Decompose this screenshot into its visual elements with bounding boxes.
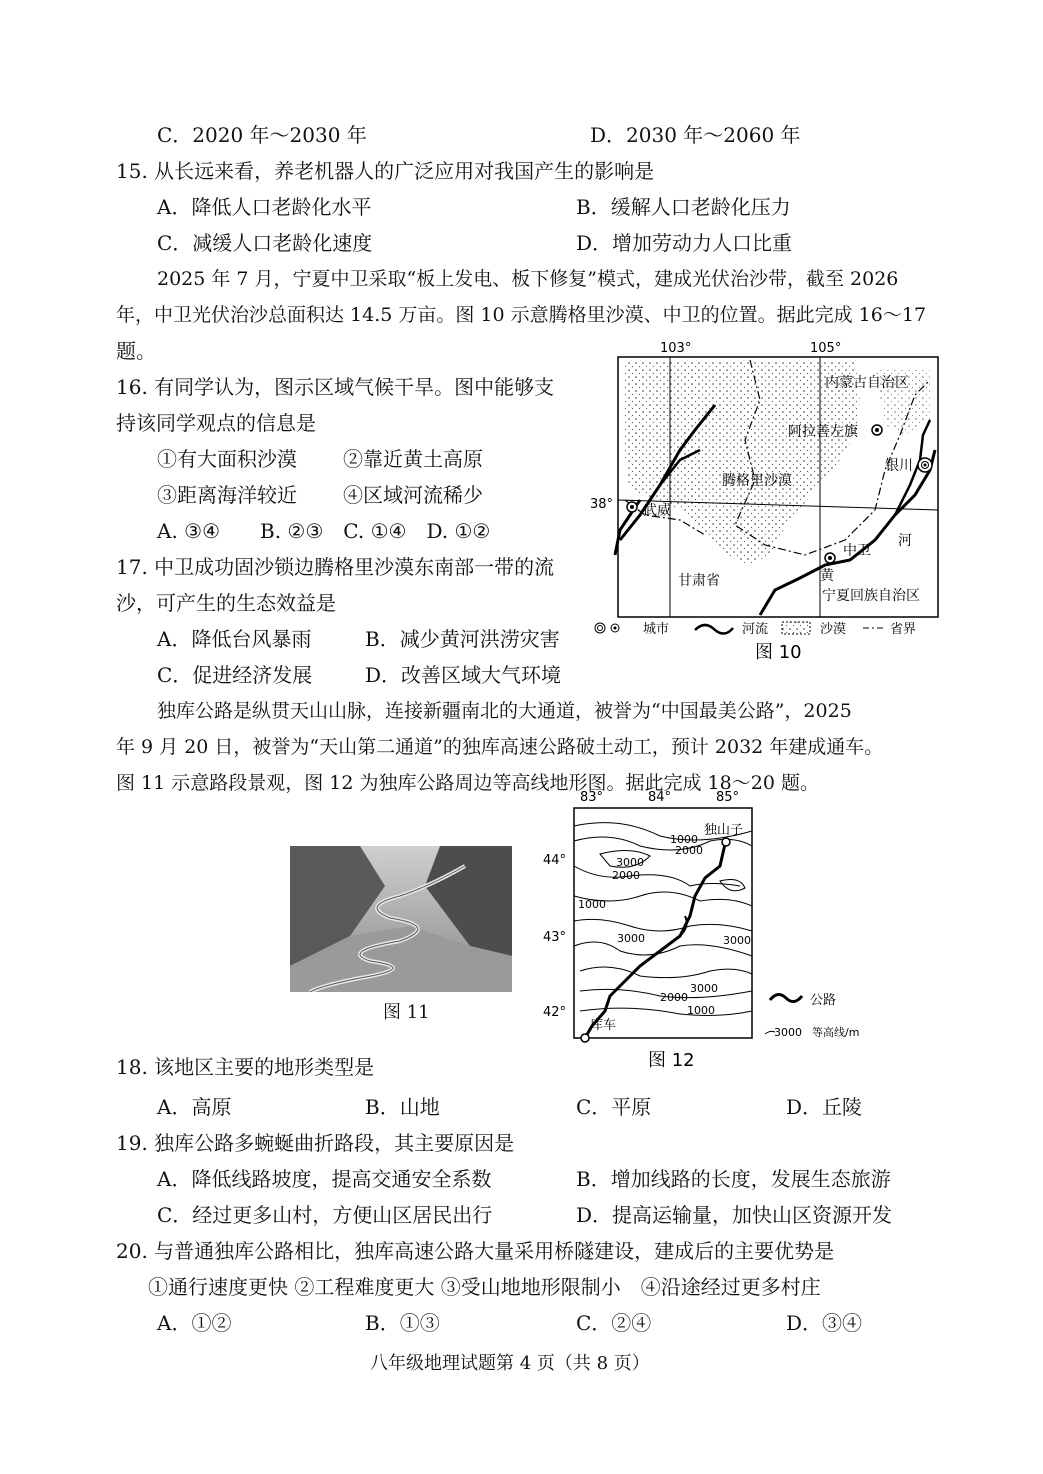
page-footer: 八年级地理试题第 4 页（共 8 页）	[370, 1353, 650, 1374]
map10-legend-river-icon	[695, 625, 733, 634]
q19-stem: 19. 独库公路多蜿蜒曲折路段，其主要原因是	[116, 1131, 515, 1155]
map10-label-inner-mongolia: 内蒙古自治区	[825, 375, 909, 391]
figure-10-map	[585, 340, 955, 670]
q20-option-d: D．③④	[786, 1311, 863, 1335]
q20-items: ①通行速度更快 ②工程难度更大 ③受山地地形限制小 ④沿途经过更多村庄	[148, 1275, 821, 1299]
map10-lat-38: 38°	[590, 497, 614, 512]
map12-lat-42: 42°	[543, 1005, 567, 1020]
q18-stem: 18. 该地区主要的地形类型是	[116, 1055, 375, 1079]
map12-contour-3000a: 3000	[616, 856, 644, 869]
passage2-line2: 年 9 月 20 日，被誉为“天山第二通道”的独库高速公路破土动工，预计 2032 年建成通车。	[116, 736, 884, 758]
q18-option-b: B．山地	[365, 1095, 440, 1119]
q19-option-b: B．增加线路的长度，发展生态旅游	[576, 1167, 891, 1191]
q18-option-a: A．高原	[157, 1095, 232, 1119]
map12-contour-1000c: 1000	[687, 1004, 715, 1017]
map10-legend-river: 河流	[742, 622, 769, 637]
q16-stem-line1: 16. 有同学认为，图示区域气候干旱。图中能够支	[116, 375, 555, 399]
figure-12-map	[540, 786, 860, 1076]
q16-choices: A. ③④ B. ②③ C. ①④ D. ①②	[157, 519, 491, 543]
q20-stem: 20. 与普通独库公路相比，独库高速公路大量采用桥隧建设，建成后的主要优势是	[116, 1239, 835, 1263]
map12-lat-44: 44°	[543, 853, 567, 868]
map12-lat-43: 43°	[543, 930, 567, 945]
q18-option-d: D．丘陵	[786, 1095, 863, 1119]
map12-contour-1000a: 1000	[670, 833, 698, 846]
map10-label-ningxia: 宁夏回族自治区	[822, 588, 920, 604]
map12-contour-2000b: 2000	[612, 869, 640, 882]
map10-legend-desert: 沙漠	[820, 622, 847, 637]
q20-option-b: B．①③	[365, 1311, 440, 1335]
q16-stem-line2: 持该同学观点的信息是	[116, 411, 316, 435]
q16-item-4: ④区域河流稀少	[343, 483, 483, 507]
map10-caption: 图 10	[755, 642, 802, 663]
map10-lon-105: 105°	[810, 341, 842, 356]
map10-legend-border: 省界	[890, 622, 917, 637]
map12-legend-contour: 等高线/m	[812, 1026, 860, 1039]
q18-option-c: C．平原	[576, 1095, 652, 1119]
q17-stem-line1: 17. 中卫成功固沙锁边腾格里沙漠东南部一带的流	[116, 555, 555, 579]
passage2-line1: 独库公路是纵贯天山山脉，连接新疆南北的大通道，被誉为“中国最美公路”，2025	[157, 700, 852, 722]
q20-option-c: C．②④	[576, 1311, 652, 1335]
q17-option-c: C．促进经济发展	[157, 663, 313, 687]
q19-option-a: A．降低线路坡度，提高交通安全系数	[157, 1167, 492, 1191]
q15-option-d: D．增加劳动力人口比重	[576, 231, 793, 255]
map10-label-yinchuan: 银川	[885, 458, 913, 474]
q19-option-c: C．经过更多山村，方便山区居民出行	[157, 1203, 493, 1227]
map12-lon-85: 85°	[716, 790, 740, 805]
q15-stem: 15. 从长远来看，养老机器人的广泛应用对我国产生的影响是	[116, 159, 655, 183]
map10-label-alashan: 阿拉善左旗	[788, 424, 858, 440]
passage1-line1: 2025 年 7 月，宁夏中卫采取“板上发电、板下修复”模式，建成光伏治沙带，截至 2026	[157, 268, 899, 290]
map12-legend-contour-value: 3000	[774, 1026, 802, 1039]
q17-option-b: B．减少黄河洪涝灾害	[365, 627, 560, 651]
q15-option-a: A．降低人口老龄化水平	[157, 195, 372, 219]
map10-legend-city: 城市	[643, 622, 670, 637]
map12-label-dushanzi: 独山子	[704, 823, 744, 838]
q17-option-a: A．降低台风暴雨	[157, 627, 312, 651]
q14-option-c: C．2020 年～2030 年	[157, 123, 367, 147]
q14-option-d: D．2030 年～2060 年	[590, 123, 801, 147]
map12-contour-3000c: 3000	[723, 934, 751, 947]
q17-option-d: D．改善区域大气环境	[365, 663, 562, 687]
map10-label-river-he: 河	[898, 533, 912, 549]
map10-label-zhongwei: 中卫	[843, 543, 871, 559]
map12-contour-2000c: 2000	[660, 991, 688, 1004]
q16-item-3: ③距离海洋较近	[157, 483, 297, 507]
map12-contour-3000b: 3000	[617, 932, 645, 945]
passage2-line3: 图 11 示意路段景观，图 12 为独库公路周边等高线地形图。据此完成 18～20 题。	[116, 772, 819, 794]
map10-label-tengger-desert: 腾格里沙漠	[722, 473, 792, 489]
q16-item-1: ①有大面积沙漠	[157, 447, 297, 471]
map12-contour-1000b: 1000	[578, 898, 606, 911]
map12-legend-road-icon	[770, 994, 802, 1001]
map12-contour-2000a: 2000	[675, 844, 703, 857]
map10-label-river-huang: 黄	[820, 568, 834, 584]
map12-lon-83: 83°	[580, 790, 604, 805]
q20-option-a: A．①②	[157, 1311, 232, 1335]
map10-legend-desert-icon	[782, 622, 810, 634]
map12-lon-84: 84°	[648, 790, 672, 805]
q17-stem-line2: 沙，可产生的生态效益是	[116, 591, 336, 615]
q19-option-d: D．提高运输量，加快山区资源开发	[576, 1203, 893, 1227]
passage1-line2: 年，中卫光伏治沙总面积达 14.5 万亩。图 10 示意腾格里沙漠、中卫的位置。据此完成 16～17	[116, 304, 927, 326]
map12-legend-road: 公路	[810, 993, 837, 1008]
figure-11-caption: 图 11	[383, 1002, 430, 1023]
q15-option-c: C．减缓人口老龄化速度	[157, 231, 373, 255]
map12-label-kuche: 库车	[590, 1018, 617, 1033]
map10-lon-103: 103°	[660, 341, 692, 356]
map12-contour-3000d: 3000	[690, 982, 718, 995]
map12-caption: 图 12	[648, 1050, 695, 1071]
passage1-line3: 题。	[116, 339, 156, 363]
q15-option-b: B．缓解人口老龄化压力	[576, 195, 791, 219]
q16-item-2: ②靠近黄土高原	[343, 447, 483, 471]
figure-11-photo	[290, 846, 512, 992]
map10-label-gansu: 甘肃省	[678, 573, 720, 589]
map10-label-wuwei: 武威	[643, 503, 671, 519]
